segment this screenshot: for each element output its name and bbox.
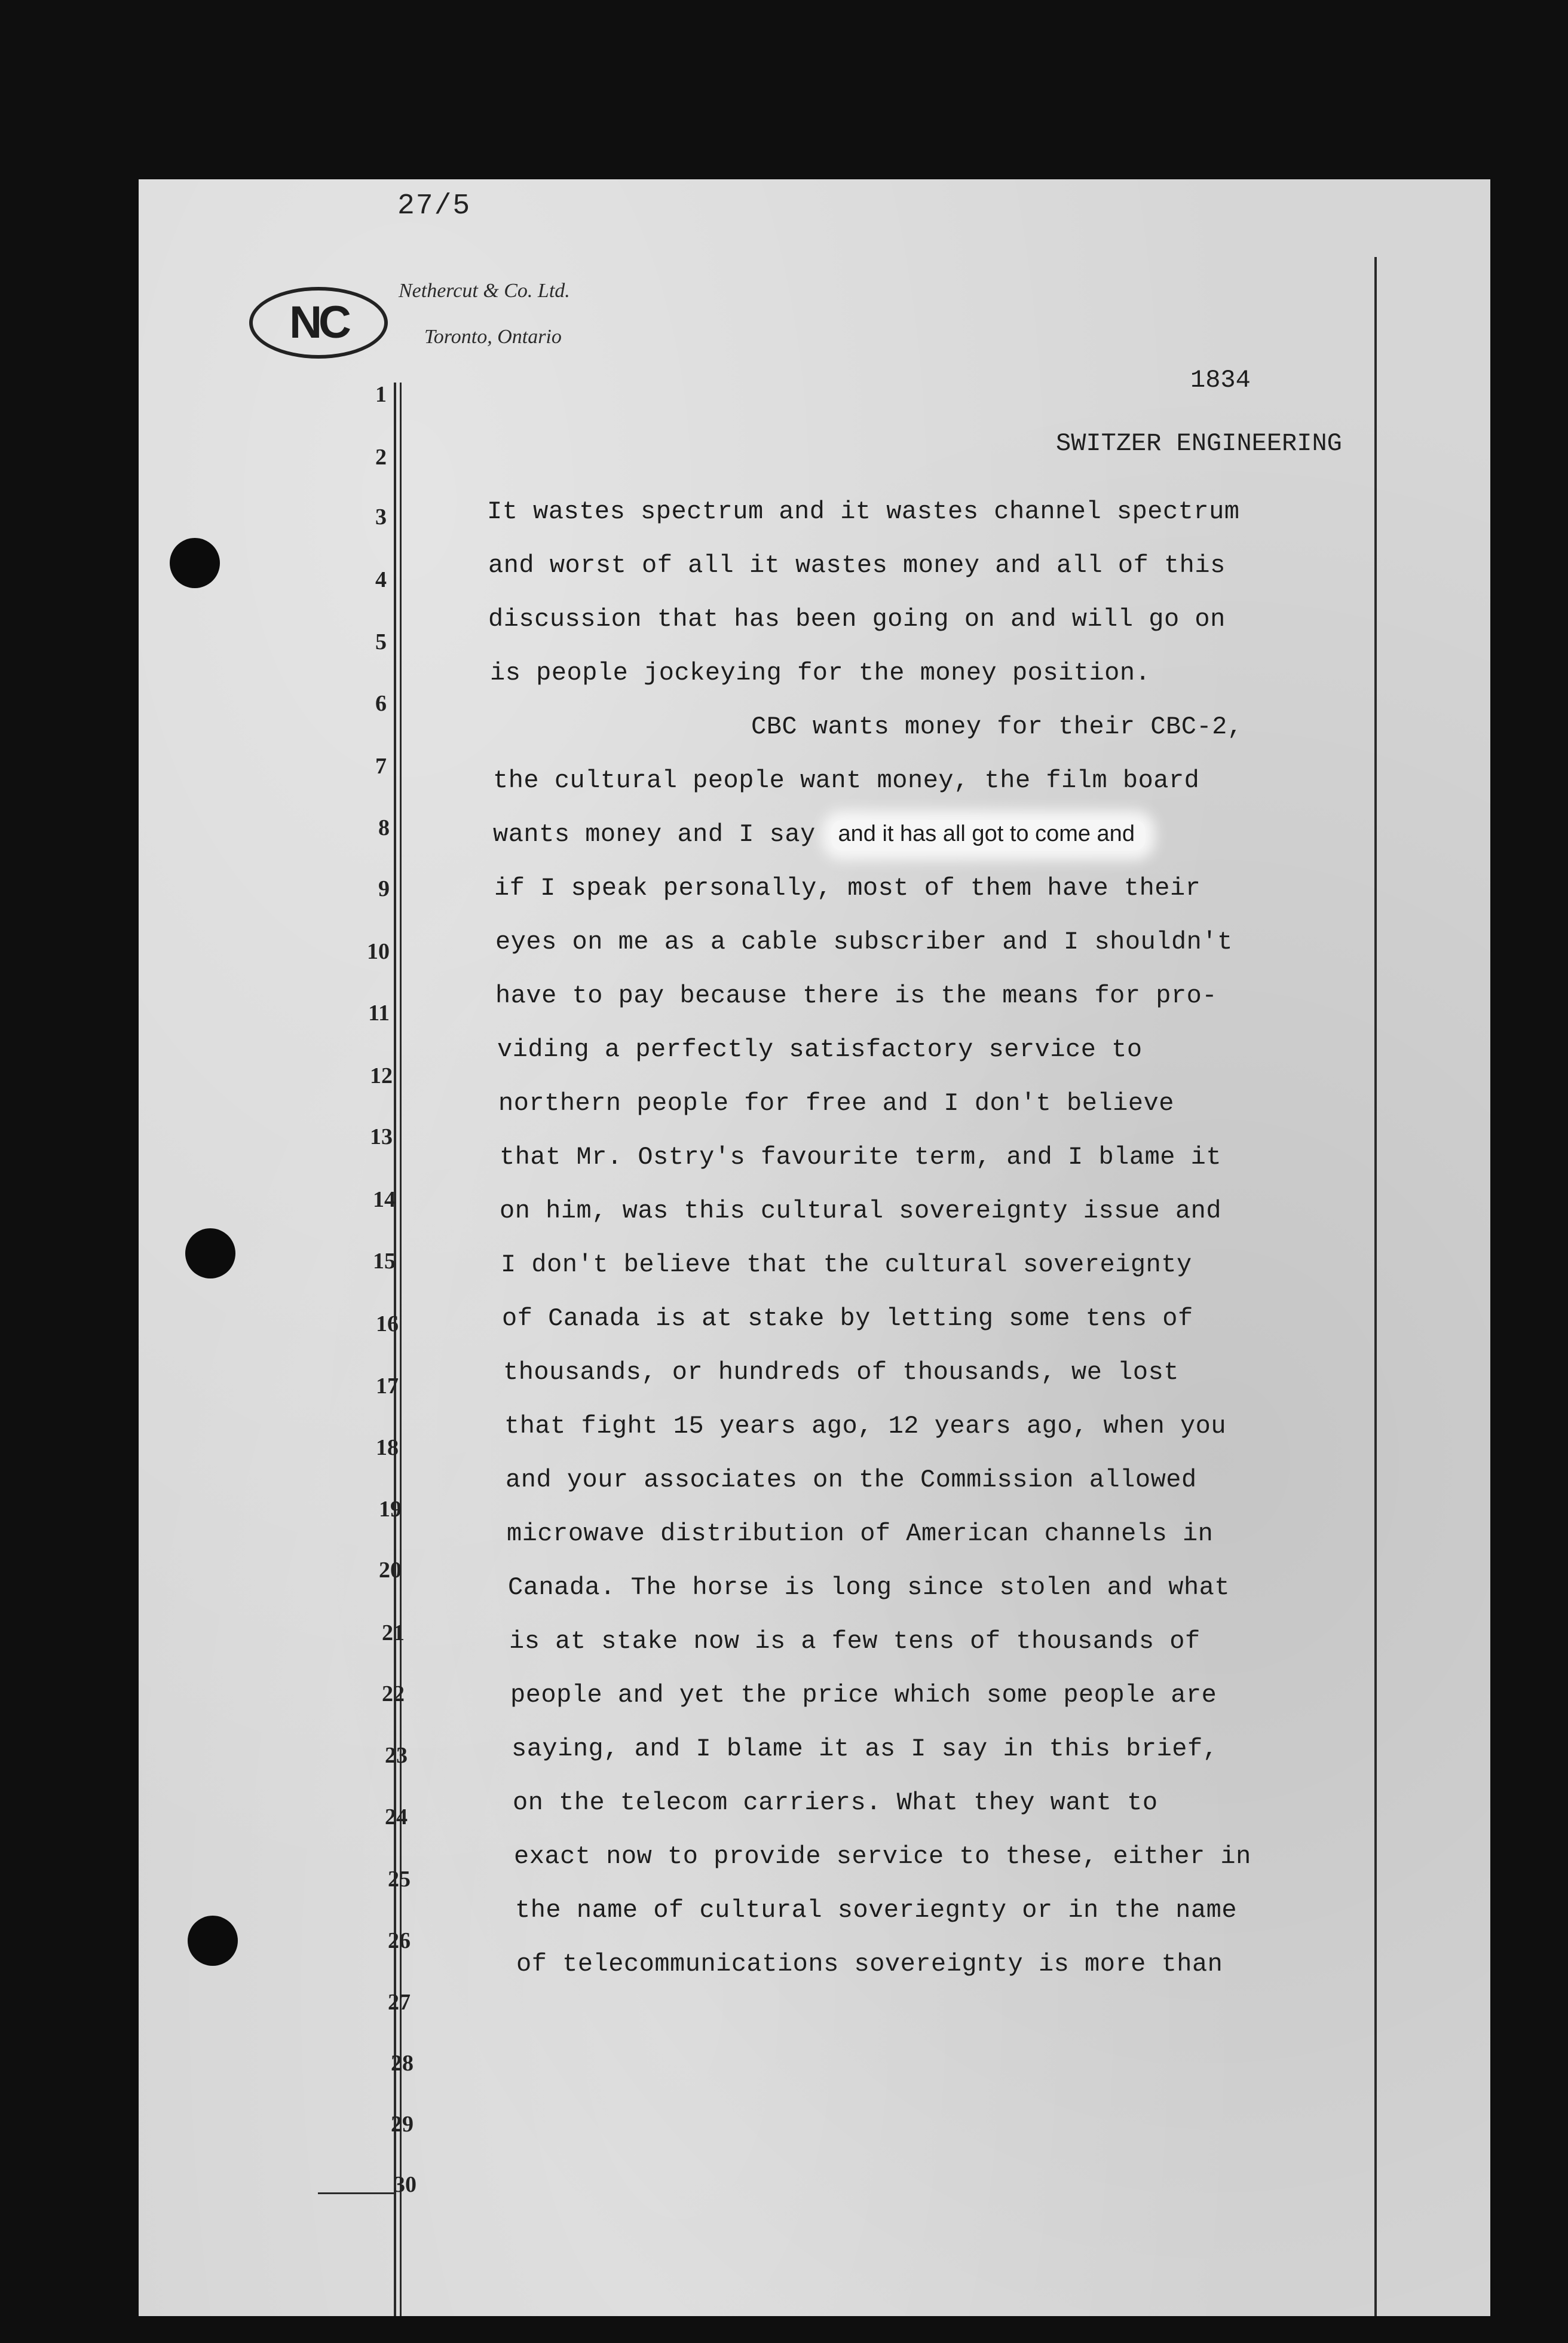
line-number: 24 [385,1804,408,1830]
transcript-line: exact now to provide service to these, either in [514,1842,1251,1871]
transcript-line: people and yet the price which some people are [510,1681,1217,1709]
firm-logo [249,287,388,359]
left-margin-rule [394,383,396,2316]
transcript-line: on the telecom carriers. What they want to [513,1788,1158,1817]
line-number: 9 [378,876,390,901]
transcript-line: of Canada is at stake by letting some tens of [502,1304,1193,1333]
line-number: 14 [373,1187,396,1212]
transcript-line [493,820,1146,851]
line-number: 17 [376,1374,399,1399]
line-number: 18 [376,1435,399,1460]
punch-hole-bottom [188,1916,238,1966]
line-number: 13 [370,1124,393,1149]
line-number: 2 [375,445,387,470]
page-reference-number: 27/5 [397,190,471,222]
transcript-line: I don't believe that the cultural sovereignty [501,1250,1192,1279]
transcript-line: and your associates on the Commission allowed [506,1466,1197,1494]
section-title: SWITZER ENGINEERING [1056,429,1342,458]
line-number: 12 [370,1063,393,1088]
line-number: 6 [375,691,387,716]
line-number: 19 [379,1497,402,1522]
transcript-line: if I speak personally, most of them have their [494,874,1201,903]
line-number: 10 [367,939,390,964]
line-number: 16 [376,1311,399,1336]
transcript-line: that fight 15 years ago, 12 years ago, when you [504,1412,1227,1440]
transcript-line: the name of cultural soveriegnty or in the name [515,1896,1238,1925]
left-margin-rule-inner [400,383,402,2316]
punch-hole-middle [185,1228,235,1278]
transcript-line: microwave distribution of American channels in [507,1519,1214,1548]
transcript-line: CBC wants money for their CBC-2, [751,712,1243,741]
transcript-line: the cultural people want money, the film board [493,766,1200,795]
line-number: 4 [375,567,387,592]
transcript-line: Canada. The horse is long since stolen and what [508,1573,1230,1602]
transcript-line: on him, was this cultural sovereignty issue and [500,1197,1222,1225]
line-number: 27 [388,1990,411,2015]
line-number: 25 [388,1867,411,1892]
transcript-line: saying, and I blame it as I say in this brief, [512,1735,1218,1763]
transcript-line: eyes on me as a cable subscriber and I shouldn't [495,928,1233,956]
firm-name: Nethercut & Co. Ltd. [399,280,570,302]
line-number: 30 [394,2172,416,2197]
transcript-line: that Mr. Ostry's favourite term, and I blame it [500,1143,1222,1172]
line-number: 8 [378,815,390,840]
line-number: 11 [368,1001,390,1026]
right-margin-rule [1374,257,1377,2316]
transcript-line: is at stake now is a few tens of thousands of [509,1627,1200,1656]
correction-overlay: and it has all got to come and [831,820,1146,851]
transcript-line: of telecommunications sovereignty is more than [516,1950,1223,1978]
transcript-line: and worst of all it wastes money and all of this [488,551,1226,580]
firm-city: Toronto, Ontario [424,326,562,348]
line-number: 1 [375,382,387,407]
line-number: 5 [375,629,387,654]
page-number: 1834 [1190,366,1251,394]
typed-text: wants money and I say [493,820,816,849]
transcript-page [139,179,1490,2316]
transcript-line: It wastes spectrum and it wastes channel spectrum [487,497,1240,526]
line-number: 28 [391,2051,414,2076]
transcript-line: thousands, or hundreds of thousands, we lost [503,1358,1179,1387]
line-number: 7 [375,754,387,779]
transcript-line: discussion that has been going on and will go on [488,605,1226,634]
transcript-line: viding a perfectly satisfactory service to [497,1035,1143,1064]
transcript-line: have to pay because there is the means for pro- [495,981,1218,1010]
line-number: 20 [379,1558,402,1583]
line-number: 22 [382,1681,405,1706]
line-number: 23 [385,1743,408,1768]
transcript-line: is people jockeying for the money position. [490,659,1151,687]
line-number: 15 [373,1249,396,1274]
punch-hole-top [170,538,220,588]
line-number: 26 [388,1928,411,1953]
line-number: 21 [382,1620,405,1645]
line-number: 29 [391,2112,414,2137]
transcript-line: northern people for free and I don't believe [498,1089,1174,1118]
line-number: 3 [375,504,387,530]
logo-monogram: NC [289,297,348,348]
